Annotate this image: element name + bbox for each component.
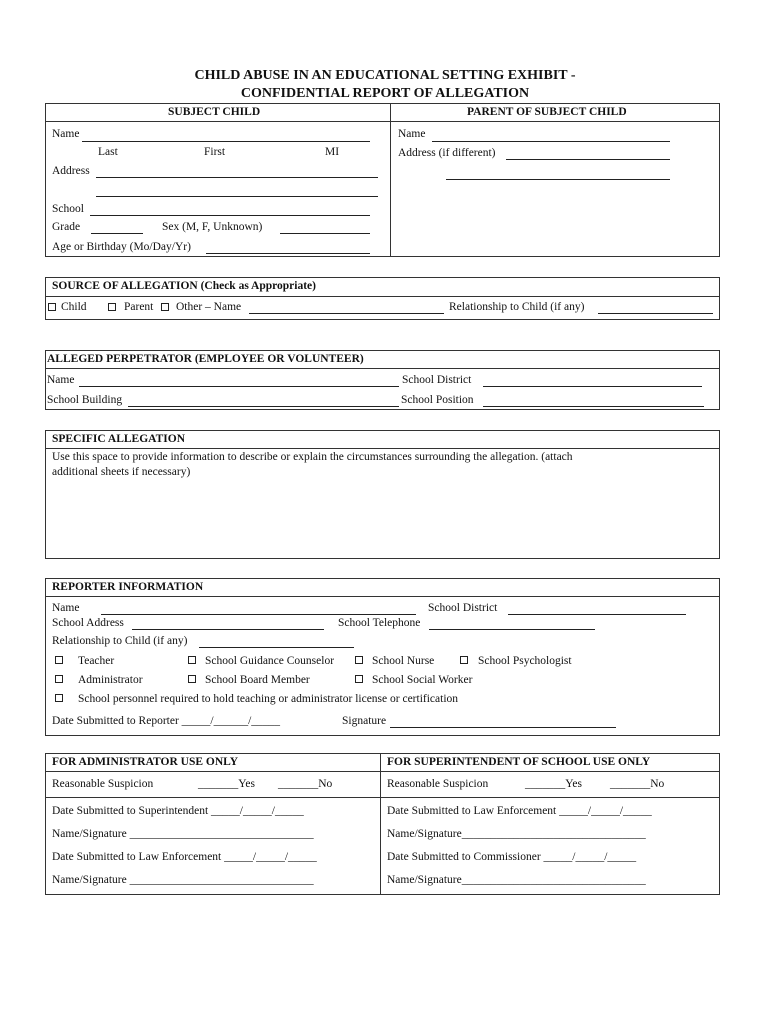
counselor-checkbox[interactable]	[188, 656, 196, 664]
super-date-commissioner[interactable]: Date Submitted to Commissioner _____/_____/_____	[387, 851, 637, 863]
superintendent-header: FOR SUPERINTENDENT OF SCHOOL USE ONLY	[387, 756, 651, 768]
divider	[45, 296, 720, 297]
divider	[380, 753, 381, 895]
mi-label: MI	[325, 146, 340, 158]
personnel-label: School personnel required to hold teaching or administrator license or certification	[78, 693, 459, 705]
parent-address-field-2[interactable]	[446, 179, 670, 180]
divider	[45, 797, 720, 798]
reporter-relationship-label: Relationship to Child (if any)	[52, 635, 188, 647]
board-member-label: School Board Member	[205, 674, 310, 686]
source-child-checkbox[interactable]	[48, 303, 56, 311]
reporter-address-label: School Address	[52, 617, 124, 629]
administrator-label: Administrator	[78, 674, 143, 686]
sex-label: Sex (M, F, Unknown)	[162, 221, 263, 233]
source-other-checkbox[interactable]	[161, 303, 169, 311]
reporter-district-field[interactable]	[508, 614, 686, 615]
sex-field[interactable]	[280, 233, 370, 234]
teacher-checkbox[interactable]	[55, 656, 63, 664]
allegation-text-area[interactable]	[46, 482, 719, 558]
admin-name-signature-2[interactable]: Name/Signature ________________________________	[52, 874, 314, 886]
last-label: Last	[98, 146, 118, 158]
super-name-signature-2[interactable]: Name/Signature________________________________	[387, 874, 646, 886]
reporter-relationship-field[interactable]	[199, 647, 354, 648]
divider	[45, 771, 720, 772]
super-name-signature-1[interactable]: Name/Signature________________________________	[387, 828, 646, 840]
admin-reasonable-label: Reasonable Suspicion	[52, 778, 154, 790]
divider	[45, 121, 720, 122]
age-field[interactable]	[206, 253, 370, 254]
source-parent-label: Parent	[124, 301, 154, 313]
perpetrator-position-label: School Position	[401, 394, 474, 406]
super-reasonable-label: Reasonable Suspicion	[387, 778, 489, 790]
child-name-field[interactable]	[82, 141, 370, 142]
form-title-line2: CONFIDENTIAL REPORT OF ALLEGATION	[240, 86, 530, 101]
psychologist-checkbox[interactable]	[460, 656, 468, 664]
nurse-checkbox[interactable]	[355, 656, 363, 664]
reporter-signature-label: Signature	[342, 715, 387, 727]
source-other-label: Other – Name	[176, 301, 242, 313]
allegation-instructions-line2: additional sheets if necessary)	[52, 466, 191, 478]
admin-date-superintendent[interactable]: Date Submitted to Superintendent _____/_____/_____	[52, 805, 304, 817]
reporter-header: REPORTER INFORMATION	[52, 581, 204, 593]
reporter-telephone-field[interactable]	[429, 629, 595, 630]
child-address-field-2[interactable]	[96, 196, 378, 197]
psychologist-label: School Psychologist	[478, 655, 572, 667]
perpetrator-building-label: School Building	[47, 394, 123, 406]
divider	[45, 448, 720, 449]
board-member-checkbox[interactable]	[188, 675, 196, 683]
super-date-law-enforcement[interactable]: Date Submitted to Law Enforcement _____/_____/_____	[387, 805, 652, 817]
perpetrator-name-field[interactable]	[79, 386, 399, 387]
form-title-line1: CHILD ABUSE IN AN EDUCATIONAL SETTING EXHIBIT -	[194, 68, 576, 83]
parent-name-field[interactable]	[432, 141, 670, 142]
first-label: First	[204, 146, 226, 158]
child-school-label: School	[52, 203, 84, 215]
source-relationship-field[interactable]	[598, 313, 713, 314]
admin-header: FOR ADMINISTRATOR USE ONLY	[52, 756, 239, 768]
source-child-label: Child	[61, 301, 87, 313]
grade-label: Grade	[52, 221, 81, 233]
perpetrator-district-label: School District	[402, 374, 472, 386]
allegation-instructions-line1: Use this space to provide information to describe or explain the circumstances surrounding the allegation. (attach	[52, 451, 573, 463]
allegation-header: SPECIFIC ALLEGATION	[52, 433, 186, 445]
admin-yes-field[interactable]: _______Yes	[198, 778, 255, 790]
child-school-field[interactable]	[90, 215, 370, 216]
admin-name-signature-1[interactable]: Name/Signature ________________________________	[52, 828, 314, 840]
admin-date-law-enforcement[interactable]: Date Submitted to Law Enforcement _____/_____/_____	[52, 851, 317, 863]
perpetrator-name-label: Name	[47, 374, 75, 386]
reporter-name-label: Name	[52, 602, 80, 614]
super-yes-field[interactable]: _______Yes	[525, 778, 582, 790]
child-address-label: Address	[52, 165, 90, 177]
child-name-label: Name	[52, 128, 80, 140]
grade-field[interactable]	[91, 233, 143, 234]
social-worker-checkbox[interactable]	[355, 675, 363, 683]
date-submitted-reporter[interactable]: Date Submitted to Reporter _____/______/_____	[52, 715, 281, 727]
child-address-field[interactable]	[96, 177, 378, 178]
perpetrator-header: ALLEGED PERPETRATOR (EMPLOYEE OR VOLUNTEER)	[47, 353, 364, 365]
source-other-name-field[interactable]	[249, 313, 444, 314]
divider	[45, 596, 720, 597]
divider	[390, 103, 391, 257]
teacher-label: Teacher	[78, 655, 115, 667]
personnel-checkbox[interactable]	[55, 694, 63, 702]
parent-header: PARENT OF SUBJECT CHILD	[467, 106, 627, 118]
age-label: Age or Birthday (Mo/Day/Yr)	[52, 241, 191, 253]
admin-no-field[interactable]: _______No	[278, 778, 333, 790]
nurse-label: School Nurse	[372, 655, 435, 667]
perpetrator-building-field[interactable]	[128, 406, 399, 407]
parent-name-label: Name	[398, 128, 426, 140]
divider	[45, 368, 720, 369]
administrator-checkbox[interactable]	[55, 675, 63, 683]
reporter-district-label: School District	[428, 602, 498, 614]
super-no-field[interactable]: _______No	[610, 778, 665, 790]
perpetrator-district-field[interactable]	[483, 386, 702, 387]
reporter-signature-field[interactable]	[390, 727, 616, 728]
reporter-telephone-label: School Telephone	[338, 617, 421, 629]
source-header: SOURCE OF ALLEGATION (Check as Appropriate)	[52, 280, 316, 292]
subject-parent-section	[45, 103, 720, 257]
source-parent-checkbox[interactable]	[108, 303, 116, 311]
parent-address-label: Address (if different)	[398, 147, 496, 159]
perpetrator-position-field[interactable]	[483, 406, 704, 407]
reporter-name-field[interactable]	[101, 614, 416, 615]
social-worker-label: School Social Worker	[372, 674, 473, 686]
source-relationship-label: Relationship to Child (if any)	[449, 301, 585, 313]
counselor-label: School Guidance Counselor	[205, 655, 335, 667]
subject-child-header: SUBJECT CHILD	[168, 106, 261, 118]
reporter-address-field[interactable]	[132, 629, 324, 630]
parent-address-field[interactable]	[506, 159, 670, 160]
